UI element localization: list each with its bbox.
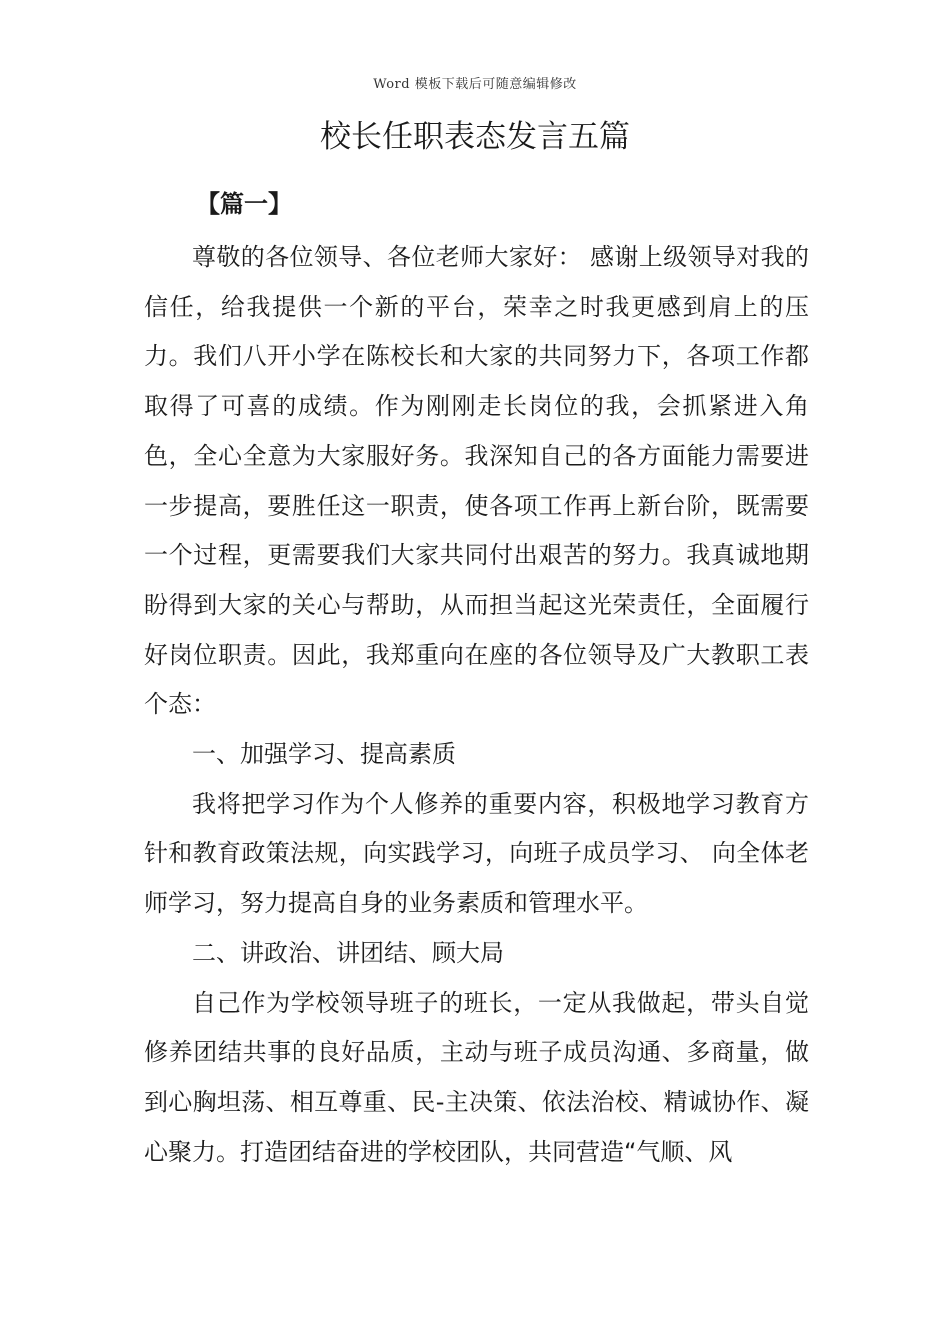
body-text (144, 233, 809, 1177)
section-label: 【篇一】 (196, 190, 292, 218)
document-title: 校长任职表态发言五篇 (320, 119, 630, 155)
paragraph-heading-1: 一、加强学习、提高素质 (192, 740, 456, 769)
header-note: Word 模板下载后可随意编辑修改 (373, 77, 577, 92)
paragraph-unity: 自己作为学校领导班子的班长，一定从我做起，带头自觉修养团结共事的良好品质，主动与班子成员沟通、多商量，做到心胸坦荡、相互尊重、民-主决策、依法治校、精诚协作、凝心聚力。打造团结奋进的学校团队，共同营造“气顺、风 (144, 988, 809, 1166)
paragraph-intro: 尊敬的各位领导、各位老师大家好： 感谢上级领导对我的信任，给我提供一个新的平台，荣幸之时我更感到肩上的压力。我们八开小学在陈校长和大家的共同努力下，各项工作都取得了可喜的成绩。作为刚刚走长岗位的我，会抓紧进入角色，全心全意为大家服好务。我深知自己的各方面能力需要进一步提高，要胜任这一职责，使各项工作再上新台阶，既需要一个过程，更需要我们大家共同付出艰苦的努力。我真诚地期盼得到大家的关心与帮助，从而担当起这光荣责任，全面履行好岗位职责。因此，我郑重向在座的各位领导及广大教职工表个态： (144, 243, 809, 719)
paragraph-heading-2: 二、讲政治、讲团结、顾大局 (192, 938, 504, 967)
paragraph-study: 我将把学习作为个人修养的重要内容，积极地学习教育方针和教育政策法规，向实践学习，向班子成员学习、 向全体老师学习，努力提高自身的业务素质和管理水平。 (144, 789, 809, 918)
